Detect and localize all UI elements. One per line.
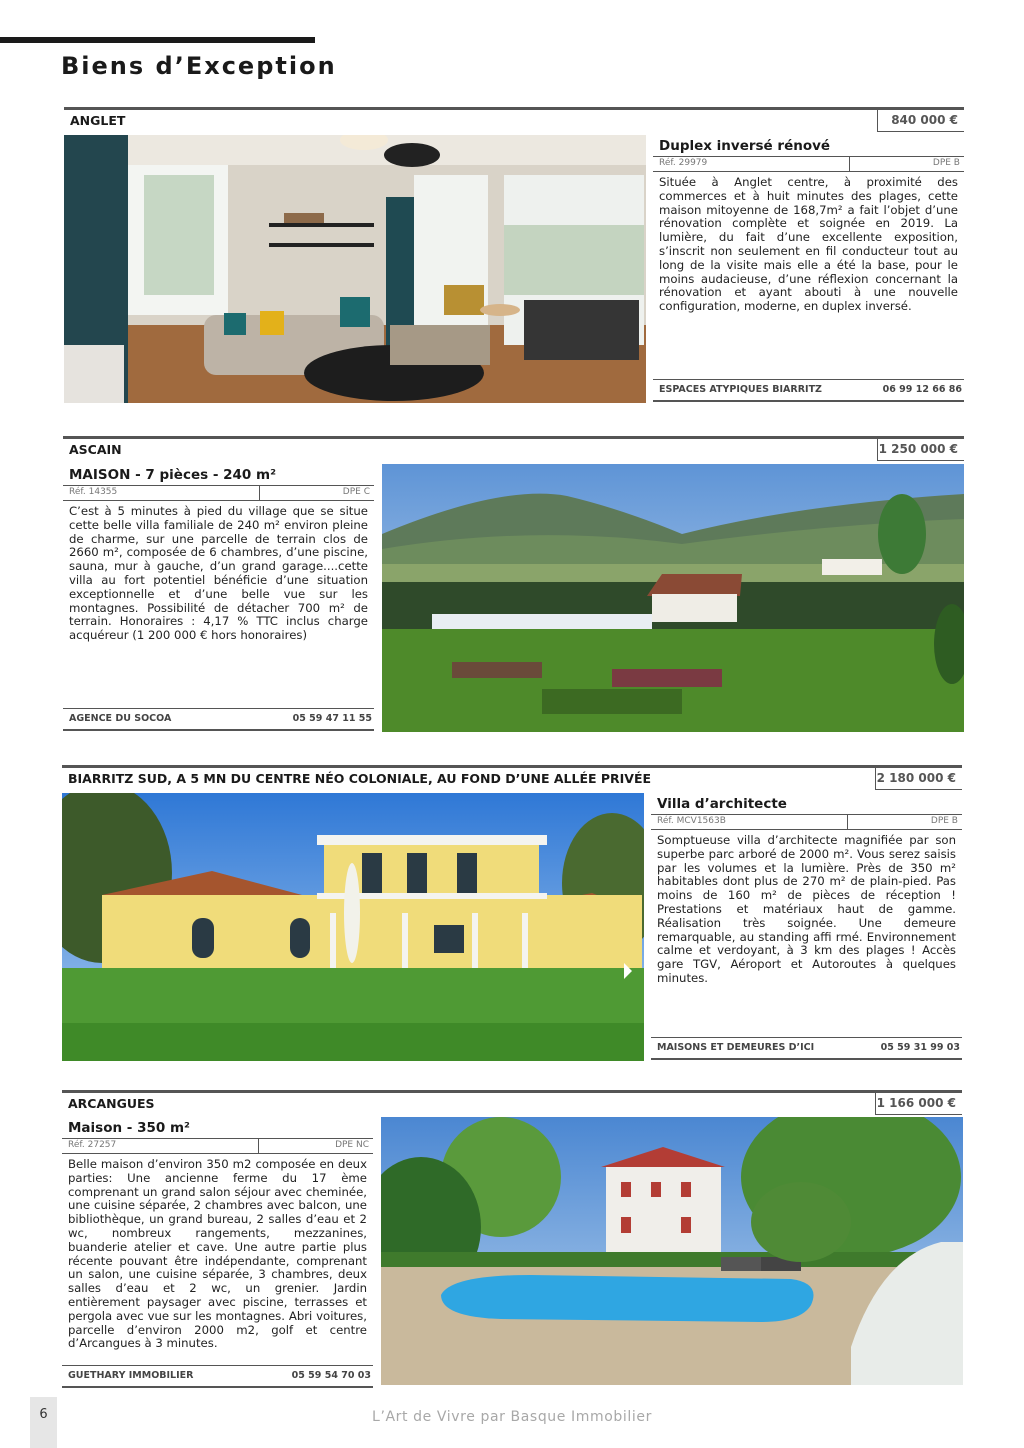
dpe-rating: DPE B xyxy=(932,158,960,168)
listing-photo[interactable] xyxy=(62,793,644,1061)
listing-price: 1 250 000 € xyxy=(878,442,958,456)
listing-description: Somptueuse villa d’architecte magnifiée par son superbe parc arboré de 2000 m². Vous serez saisis par les volumes et la lumière. Près de 350 m² habitables dont plus de 270 m² de plain-pied. Pas moins de 160 m² de pièces de réception ! Prestations et matériaux haut de gamme. Réalisation très soignée. Une demeure remarquable, au standing affi rmé. Environnement calme et verdoyant, à 3 km des plages ! Accès gare TGV, Aéroport et Autoroutes à quelques minutes. xyxy=(657,833,956,985)
property-title: MAISON - 7 pièces - 240 m² xyxy=(69,467,277,483)
listing-description: Belle maison d’environ 350 m2 composée en deux parties: Une ancienne ferme du 17 ème comprenant un grand salon séjour avec cheminée, une cuisine séparée, 2 chambres avec balcon, une bibliothèque, un grand bureau, 2 salles d’eau et 2 wc, nombreux rangements, mezzanines, buanderie atelier et cave. Une autre partie plus récente pouvant être indépendante, comprenant un salon, une cuisine séparée, 3 chambres, deux salles d’eau et 2 wc, un grenier. Jardin entièrement paysager avec piscine, terrasses et pergola avec vue sur les montagnes. Abri voitures, parcelle d’environ 2000 m2, golf et centre d’Arcangues à 3 minutes. xyxy=(68,1157,367,1351)
listing-info xyxy=(63,464,374,732)
listing-location: BIARRITZ SUD, A 5 MN DU CENTRE NÉO COLONIALE, AU FOND D’UNE ALLÉE PRIVÉE xyxy=(68,771,652,786)
price-box xyxy=(875,1093,962,1115)
ref-row xyxy=(651,814,962,830)
listing-location: ANGLET xyxy=(70,113,126,128)
garden-mountain-photo xyxy=(382,464,964,732)
ref-divider xyxy=(849,157,850,171)
ref-divider xyxy=(847,815,848,829)
listing-description: C’est à 5 minutes à pied du village que se situe cette belle villa familiale de 240 m² environ pleine de charme, sur une parcelle de terrain clos de 2660 m², composée de 6 chambres, d’une piscine, sauna, mur à gauche, d’un grand garage....cette villa au fort potentiel bénéficie d’une situation exceptionnelle et d’une belle vue sur les montagnes. Possibilité de détacher 700 m² de terrain. Honoraires : 4,17 % TTC inclus charge acquéreur (1 200 000 € hors honoraires) xyxy=(69,504,368,643)
ref-row xyxy=(653,156,964,172)
agency-phone[interactable]: 05 59 47 11 55 xyxy=(292,713,372,724)
listing-info xyxy=(651,793,962,1061)
listing-photo[interactable] xyxy=(382,464,964,732)
dpe-rating: DPE B xyxy=(930,816,958,826)
agency-row xyxy=(651,1037,962,1060)
ref-number: Réf. 14355 xyxy=(69,487,118,497)
listing-price: 840 000 € xyxy=(891,113,958,127)
ref-number: Réf. 29979 xyxy=(659,158,708,168)
agency-row xyxy=(653,379,964,402)
listing-location: ASCAIN xyxy=(69,442,122,457)
property-title: Villa d’architecte xyxy=(657,796,787,812)
listing-info xyxy=(62,1117,373,1387)
page-footer: L’Art de Vivre par Basque Immobilier xyxy=(372,1409,652,1425)
dpe-rating: DPE NC xyxy=(335,1140,369,1150)
pool-house-photo xyxy=(381,1117,963,1385)
ref-row xyxy=(63,485,374,501)
ref-number: Réf. 27257 xyxy=(68,1140,117,1150)
listing-price: 1 166 000 € xyxy=(876,1096,956,1110)
living-room-photo xyxy=(64,135,646,403)
agency-phone[interactable]: 06 99 12 66 86 xyxy=(882,384,962,395)
listing-info xyxy=(653,135,964,403)
agency-name: MAISONS ET DEMEURES D’ICI xyxy=(657,1042,815,1053)
dpe-rating: DPE C xyxy=(342,487,370,497)
agency-row xyxy=(62,1365,373,1388)
listing-photo[interactable] xyxy=(64,135,646,403)
listing-header xyxy=(62,1090,962,1115)
agency-row xyxy=(63,708,374,731)
listing-price: 2 180 000 € xyxy=(876,771,956,785)
ref-row xyxy=(62,1138,373,1154)
listing-location: ARCANGUES xyxy=(68,1096,155,1111)
price-box xyxy=(877,439,964,461)
agency-name: AGENCE DU SOCOA xyxy=(69,713,172,724)
price-box xyxy=(875,768,962,790)
property-title: Maison - 350 m² xyxy=(68,1120,190,1136)
ref-divider xyxy=(259,486,260,500)
listing-header xyxy=(62,765,962,790)
agency-phone[interactable]: 05 59 31 99 03 xyxy=(880,1042,960,1053)
property-title: Duplex inversé rénové xyxy=(659,138,831,154)
ref-divider xyxy=(258,1139,259,1153)
agency-name: GUETHARY IMMOBILIER xyxy=(68,1370,194,1381)
listing-header xyxy=(63,436,964,461)
top-accent-bar xyxy=(0,37,315,43)
listing-header xyxy=(64,107,964,132)
ref-number: Réf. MCV1563B xyxy=(657,816,726,826)
listing-photo[interactable] xyxy=(381,1117,963,1385)
agency-phone[interactable]: 05 59 54 70 03 xyxy=(291,1370,371,1381)
listing-description: Située à Anglet centre, à proximité des commerces et à huit minutes des plages, cette maison mitoyenne de 168,7m² a fait l’objet d’une rénovation complète et soignée en 2019. La lumière, du fait d’une excellente exposition, s’inscrit non seulement en fil conducteur tout au long de la visite mais elle a été la base, pour le moins audacieuse, d’une réflexion concernant la rénovation et ayant abouti à une nouvelle configuration, moderne, en duplex inversé. xyxy=(659,175,958,314)
price-box xyxy=(877,110,964,132)
page-number: 6 xyxy=(39,1407,48,1422)
page-title: Biens d’Exception xyxy=(61,52,337,80)
yellow-villa-photo xyxy=(62,793,644,1061)
agency-name: ESPACES ATYPIQUES BIARRITZ xyxy=(659,384,822,395)
